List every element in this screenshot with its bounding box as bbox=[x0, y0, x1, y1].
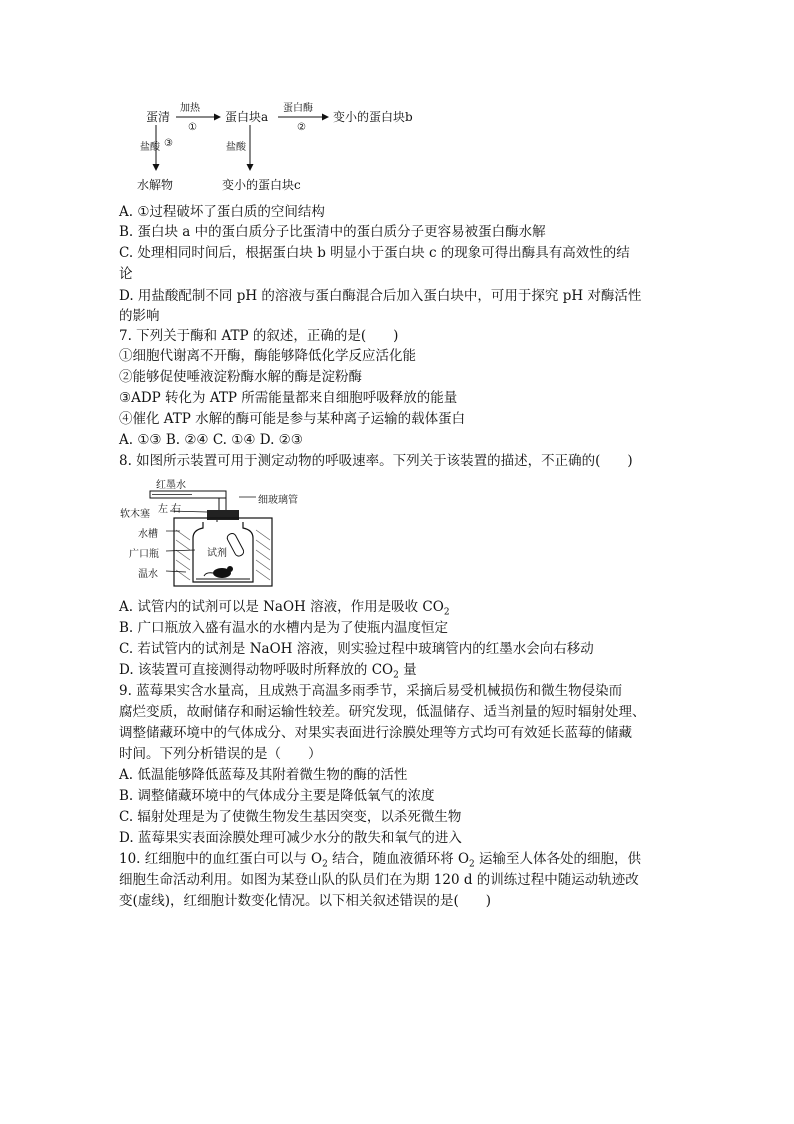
q9-stem-line1: 9. 蓝莓果实含水量高，且成熟于高温多雨季节，采摘后易受机械损伤和微生物侵染而 bbox=[119, 683, 623, 699]
fig-label-glass-tube: 细玻璃管 bbox=[258, 495, 298, 506]
q10-stem-line2: 细胞生命活动利用。如图为某登山队的队员们在为期 120 d 的训练过程中随运动轨迹改 bbox=[119, 872, 639, 888]
q8-stem: 8. 如图所示装置可用于测定动物的呼吸速率。下列关于该装置的描述，不正确的( ) bbox=[119, 453, 633, 469]
q8-option-a: A. 试管内的试剂可以是 NaOH 溶液，作用是吸收 $CO_2$ bbox=[119, 599, 450, 618]
q6-option-c-line2: 论 bbox=[119, 266, 133, 282]
q8-option-d: D. 该装置可直接测得动物呼吸时所释放的 $CO_2$ 量 bbox=[119, 662, 417, 681]
flow-block-b: 变小的蛋白块b bbox=[333, 110, 413, 124]
flow-hcl-left: 盐酸 bbox=[140, 142, 160, 153]
fig-label-reagent: 试剂 bbox=[207, 548, 227, 559]
fig-label-bottle: 广口瓶 bbox=[129, 549, 159, 560]
q10-stem-line1: 10. 红细胞中的血红蛋白可以与 $O_2$ 结合，随血液循环将 $O_2$ 运输至人体各处的细胞，供 bbox=[119, 851, 642, 870]
q9-stem-line3: 调整储藏环境中的气体成分、对果实表面进行涂膜处理等方式均可有效延长蓝莓的储藏 bbox=[119, 725, 632, 741]
q7-options: A. ①③ B. ②④ C. ①④ D. ②③ bbox=[119, 432, 303, 448]
q9-stem-line4: 时间。下列分析错误的是（ ） bbox=[119, 746, 322, 762]
flow-step3: ③ bbox=[164, 138, 173, 149]
flow-block-a: 蛋白块a bbox=[225, 110, 269, 124]
q6-option-c-line1: C. 处理相同时间后，根据蛋白块 b 明显小于蛋白块 c 的现象可得出酶具有高效性的结 bbox=[119, 245, 630, 261]
q7-statement-1: ①细胞代谢离不开酶，酶能够降低化学反应活化能 bbox=[119, 348, 416, 364]
fig-label-tank: 水槽 bbox=[138, 529, 158, 540]
q7-stem: 7. 下列关于酶和 ATP 的叙述，正确的是( ) bbox=[119, 328, 399, 344]
fig-label-warm-water: 温水 bbox=[138, 569, 158, 580]
flow-block-c: 变小的蛋白块c bbox=[222, 178, 301, 192]
q6-option-d-line1: D. 用盐酸配制不同 pH 的溶液与蛋白酶混合后加入蛋白块中，可用于探究 pH 对酶活性 bbox=[119, 288, 642, 304]
q10-stem-line3: 变(虚线)，红细胞计数变化情况。以下相关叙述错误的是( ) bbox=[119, 893, 492, 909]
q6-option-d-line2: 的影响 bbox=[119, 308, 160, 324]
fig-label-left-right: 左 右 bbox=[158, 504, 182, 515]
q7-statement-2: ②能够促使唾液淀粉酶水解的酶是淀粉酶 bbox=[119, 369, 362, 385]
flow-egg: 蛋清 bbox=[146, 110, 171, 124]
q6-option-b: B. 蛋白块 a 中的蛋白质分子比蛋清中的蛋白质分子更容易被蛋白酶水解 bbox=[119, 224, 546, 240]
q8-option-b: B. 广口瓶放入盛有温水的水槽内是为了使瓶内温度恒定 bbox=[119, 620, 449, 636]
flow-enzyme: 蛋白酶 bbox=[283, 103, 313, 114]
flow-hydrolysate: 水解物 bbox=[137, 178, 174, 192]
q9-stem-line2: 腐烂变质，故耐储存和耐运输性较差。研究发现，低温储存、适当剂量的短时辐射处理、 bbox=[119, 704, 646, 720]
flow-heat: 加热 bbox=[180, 103, 200, 114]
q9-option-c: C. 辐射处理是为了使微生物发生基因突变，以杀死微生物 bbox=[119, 809, 462, 825]
q9-option-b: B. 调整储藏环境中的气体成分主要是降低氧气的浓度 bbox=[119, 788, 435, 804]
q6-option-a: A. ①过程破坏了蛋白质的空间结构 bbox=[119, 204, 325, 220]
q8-option-c: C. 若试管内的试剂是 NaOH 溶液，则实验过程中玻璃管内的红墨水会向右移动 bbox=[119, 641, 594, 657]
flow-hcl-mid: 盐酸 bbox=[226, 142, 246, 153]
q7-statement-4: ④催化 ATP 水解的酶可能是参与某种离子运输的载体蛋白 bbox=[119, 411, 466, 427]
q9-option-a: A. 低温能够降低蓝莓及其附着微生物的酶的活性 bbox=[119, 767, 408, 783]
flow-step1: ① bbox=[188, 122, 197, 133]
fig-label-red-ink: 红墨水 bbox=[156, 480, 186, 491]
q7-statement-3: ③ADP 转化为 ATP 所需能量都来自细胞呼吸释放的能量 bbox=[119, 390, 458, 406]
q9-option-d: D. 蓝莓果实表面涂膜处理可减少水分的散失和氧气的进入 bbox=[119, 830, 462, 846]
flow-step2: ② bbox=[297, 122, 306, 133]
fig-label-cork: 软木塞 bbox=[120, 509, 150, 520]
